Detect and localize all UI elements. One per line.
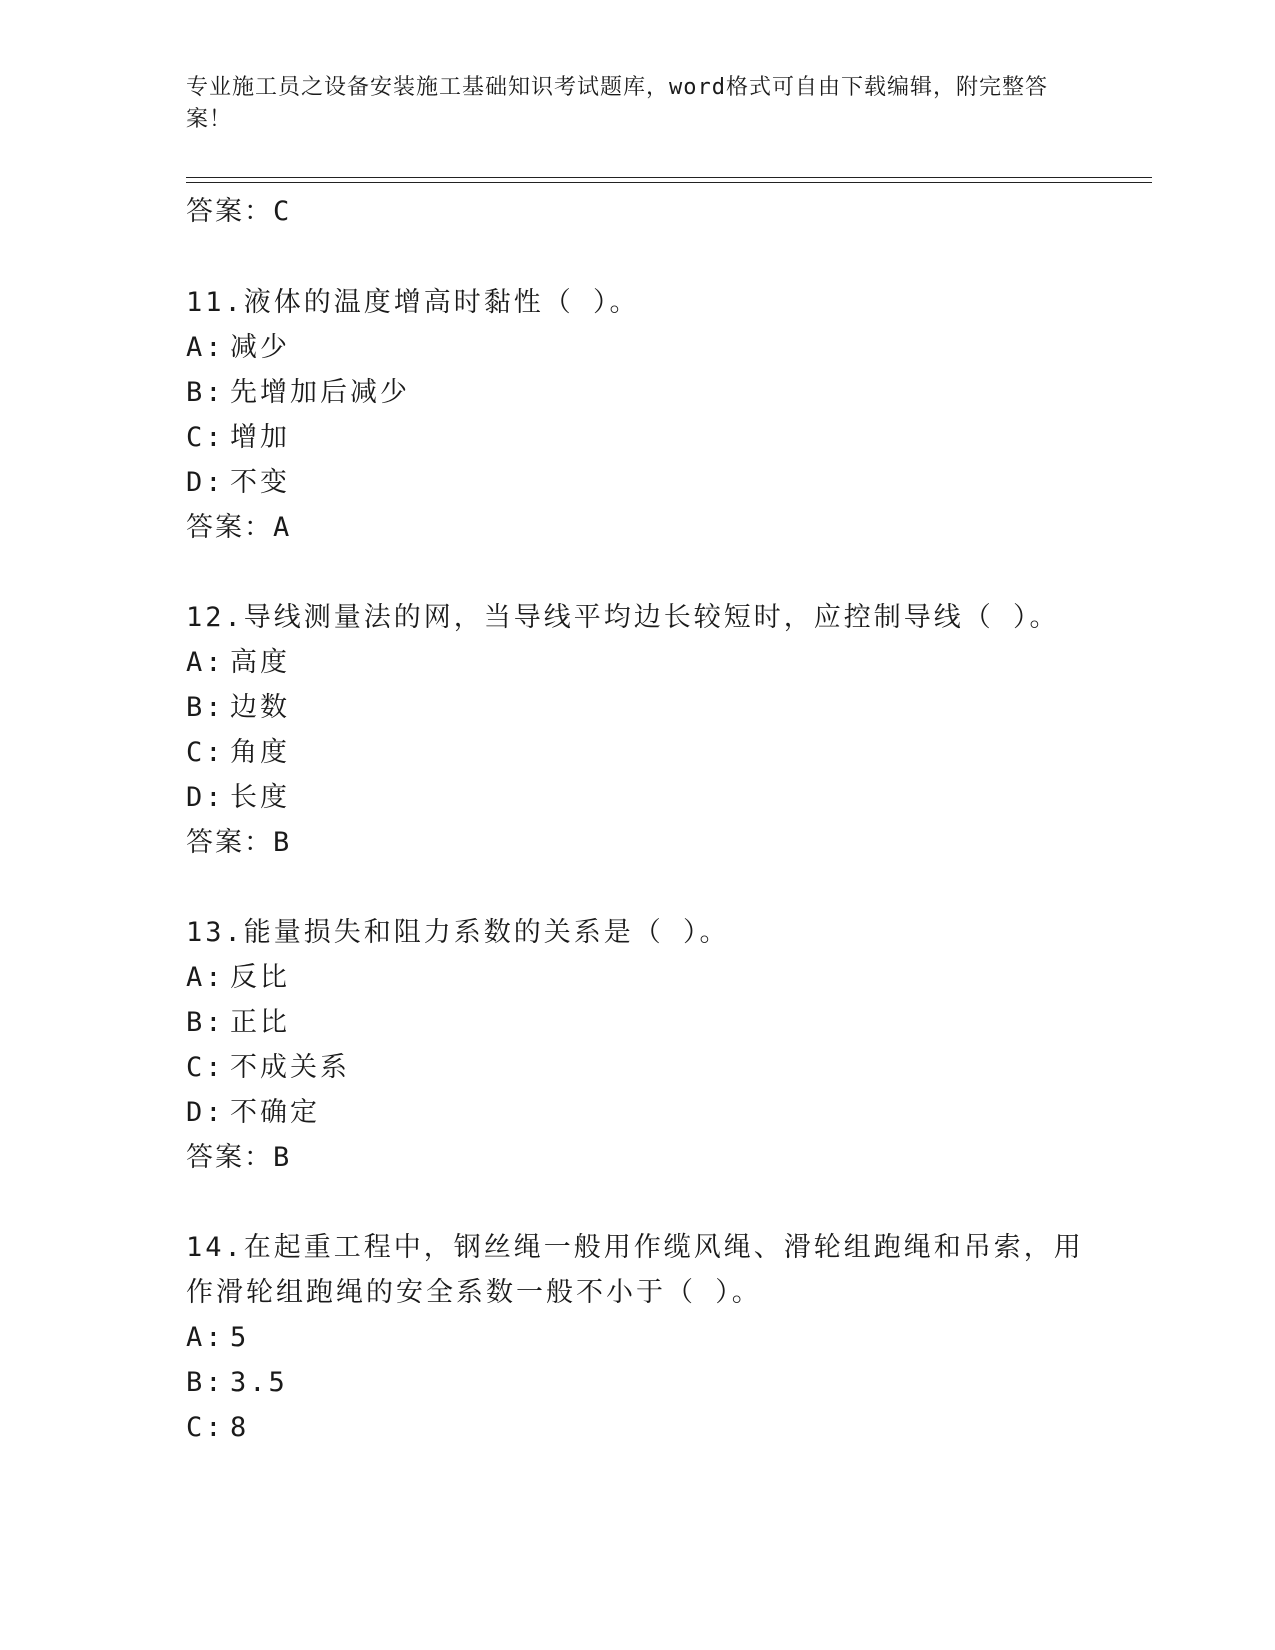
option-d (186, 775, 1086, 820)
previous-question-answer: 答案：C (186, 196, 292, 227)
answer-line: 答案：B (186, 827, 292, 858)
option-d (186, 1090, 1086, 1135)
question-list (186, 280, 1086, 1495)
option-a (186, 1315, 1086, 1360)
question-12 (186, 595, 1086, 865)
option-c (186, 730, 1086, 775)
answer-line: 答案：B (186, 1142, 292, 1173)
option-key: B: (186, 1367, 225, 1398)
option-text: 先增加后减少 (230, 377, 410, 408)
header-divider-top (186, 177, 1152, 178)
option-b (186, 685, 1086, 730)
option-b (186, 370, 1086, 415)
header-divider-bottom (186, 182, 1152, 183)
option-text: 不变 (230, 467, 290, 498)
option-a (186, 955, 1086, 1000)
question-stem: 13.能量损失和阻力系数的关系是（ ）。 (186, 917, 730, 948)
document-header: 专业施工员之设备安装施工基础知识考试题库，word格式可自由下载编辑，附完整答案！ (186, 75, 1048, 132)
option-text: 8 (230, 1412, 250, 1443)
option-text: 边数 (230, 692, 290, 723)
option-text: 不成关系 (230, 1052, 350, 1083)
option-text: 角度 (230, 737, 290, 768)
option-text: 减少 (230, 332, 290, 363)
option-text: 正比 (230, 1007, 290, 1038)
option-a (186, 325, 1086, 370)
option-text: 长度 (230, 782, 290, 813)
option-key: C: (186, 1052, 225, 1083)
option-key: A: (186, 332, 225, 363)
question-stem: 11.液体的温度增高时黏性（ ）。 (186, 287, 640, 318)
option-key: B: (186, 692, 225, 723)
option-text: 反比 (230, 962, 290, 993)
option-c (186, 1045, 1086, 1090)
option-key: A: (186, 647, 225, 678)
answer-line: 答案：A (186, 512, 292, 543)
option-key: B: (186, 377, 225, 408)
option-key: C: (186, 737, 225, 768)
option-text: 5 (230, 1322, 250, 1353)
option-key: C: (186, 422, 225, 453)
option-key: A: (186, 962, 225, 993)
option-b (186, 1000, 1086, 1045)
option-text: 增加 (230, 422, 290, 453)
question-14 (186, 1225, 1086, 1450)
question-11 (186, 280, 1086, 550)
option-text: 高度 (230, 647, 290, 678)
option-text: 3.5 (230, 1367, 288, 1398)
question-stem: 14.在起重工程中，钢丝绳一般用作缆风绳、滑轮组跑绳和吊索，用作滑轮组跑绳的安全系数一般不小于（ ）。 (186, 1232, 1084, 1308)
option-b (186, 1360, 1086, 1405)
option-key: D: (186, 467, 225, 498)
option-key: D: (186, 1097, 225, 1128)
option-c (186, 415, 1086, 460)
option-text: 不确定 (230, 1097, 320, 1128)
option-a (186, 640, 1086, 685)
option-key: B: (186, 1007, 225, 1038)
option-d (186, 460, 1086, 505)
option-key: C: (186, 1412, 225, 1443)
option-c (186, 1405, 1086, 1450)
option-key: A: (186, 1322, 225, 1353)
option-key: D: (186, 782, 225, 813)
question-stem: 12.导线测量法的网，当导线平均边长较短时，应控制导线（ ）。 (186, 602, 1060, 633)
question-13 (186, 910, 1086, 1180)
